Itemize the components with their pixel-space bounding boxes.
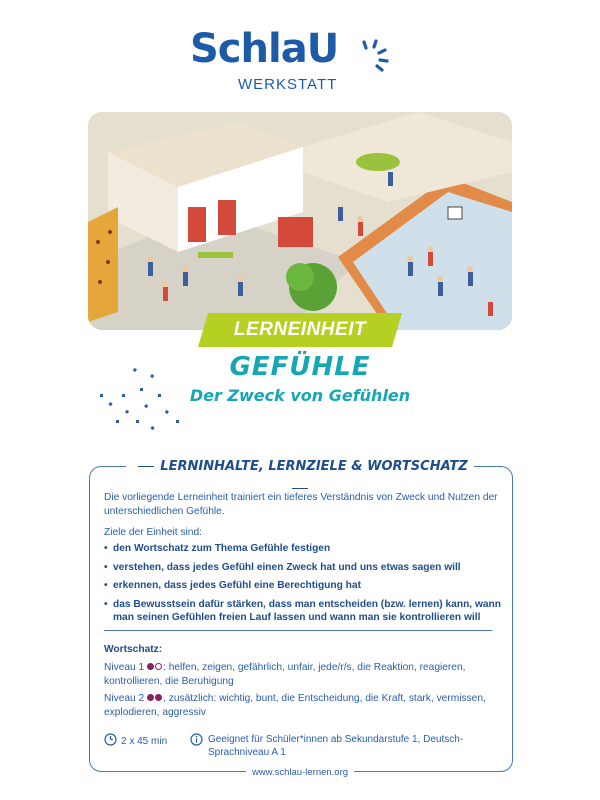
list-item: • verstehen, dass jedes Gefühl einen Zweck hat und uns etwas sagen will bbox=[104, 561, 504, 575]
list-item: • erkennen, dass jedes Gefühl eine Berechtigung hat bbox=[104, 579, 504, 593]
duration-text: 2 x 45 min bbox=[121, 736, 168, 747]
logo-sun-icon bbox=[352, 36, 392, 76]
clock-icon bbox=[104, 733, 117, 746]
goals-label: Ziele der Einheit sind: bbox=[104, 527, 202, 538]
heading-dash-right bbox=[292, 488, 308, 490]
intro-text: Die vorliegende Lerneinheit trainiert ein tieferes Verständnis von Zweck und Nutzen der unterschiedlichen Gefühle. bbox=[104, 492, 498, 517]
level-filled-dot-icon bbox=[147, 663, 154, 670]
logo-wordmark: SchlaU bbox=[190, 26, 339, 72]
list-item: • den Wortschatz zum Thema Gefühle festigen bbox=[104, 542, 504, 556]
level-empty-dot-icon bbox=[155, 663, 162, 670]
logo-subtitle: WERKSTATT bbox=[238, 76, 338, 93]
page-title: GEFÜHLE bbox=[229, 352, 371, 382]
goals-list bbox=[104, 542, 504, 630]
level-filled-dot-icon bbox=[155, 694, 162, 701]
lerneinheit-banner bbox=[198, 313, 402, 347]
box-heading bbox=[126, 456, 474, 478]
divider bbox=[104, 630, 492, 631]
hero-illustration bbox=[88, 112, 512, 330]
level-filled-dot-icon bbox=[147, 694, 154, 701]
niveau2-words: , zusätzlich: wichtig, bunt, die Entscheidung, die Kraft, stark, vermissen, explodieren, aggressiv bbox=[104, 693, 486, 718]
info-icon bbox=[190, 733, 203, 746]
heading-dash-left bbox=[138, 466, 154, 468]
niveau1-words: : helfen, zeigen, gefährlich, unfair, jede/r/s, die Reaktion, reagieren, kontrollieren, die Beruhigung bbox=[104, 662, 466, 687]
list-item: • das Bewusstsein dafür stärken, dass man entscheiden (bzw. lernen) kann, wann man seinen Gefühlen freien Lauf lassen und wann man sie kontrollieren will bbox=[104, 598, 504, 625]
footer-url-link[interactable]: www.schlau-lernen.org bbox=[246, 767, 354, 778]
page-subtitle: Der Zweck von Gefühlen bbox=[189, 386, 411, 405]
box-heading-text: LERNINHALTE, LERNZIELE & WORTSCHATZ bbox=[160, 459, 468, 474]
footer-url bbox=[0, 762, 600, 780]
wortschatz-heading: Wortschatz: bbox=[104, 644, 163, 655]
niveau1-label: Niveau 1 bbox=[104, 662, 145, 673]
suitability-text: Geeignet für Schüler*innen ab Sekundarstufe 1, Deutsch-Sprachniveau A 1 bbox=[208, 734, 464, 758]
niveau2-label: Niveau 2 bbox=[104, 693, 145, 704]
logo bbox=[0, 22, 600, 92]
niveau1-text bbox=[104, 661, 504, 688]
niveau2-text bbox=[104, 692, 504, 719]
banner-label: LERNEINHEIT bbox=[233, 319, 367, 340]
